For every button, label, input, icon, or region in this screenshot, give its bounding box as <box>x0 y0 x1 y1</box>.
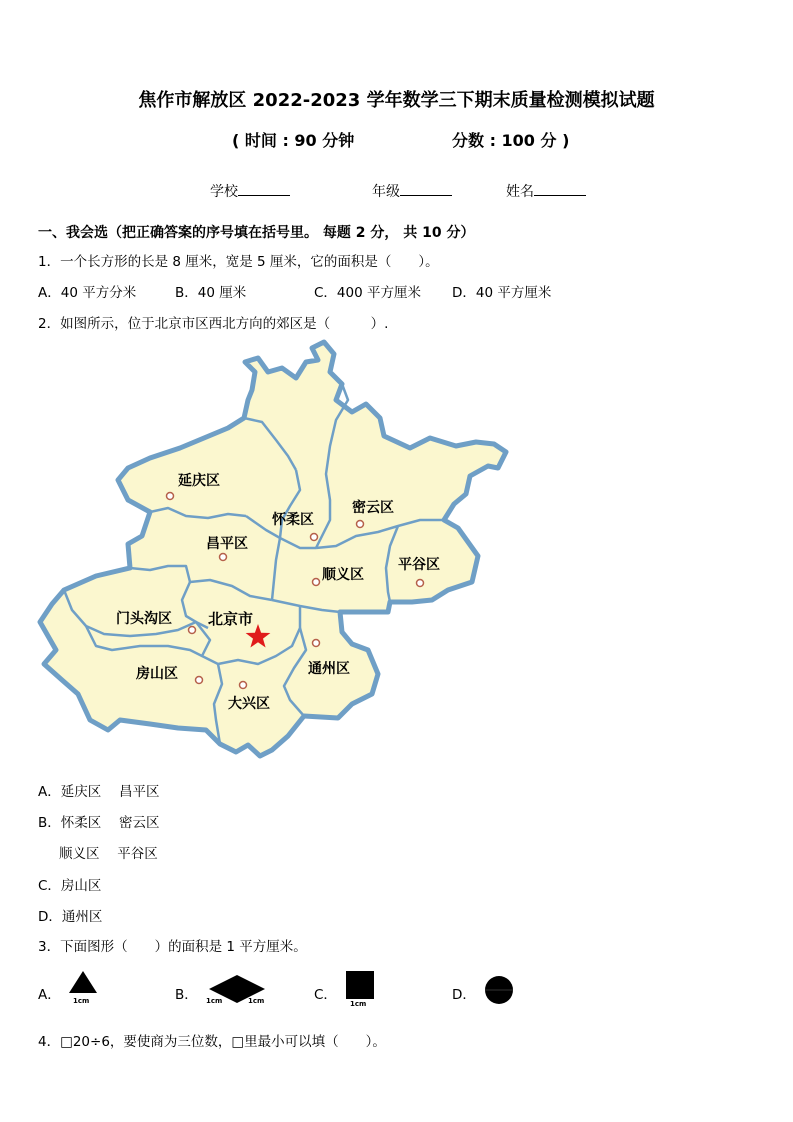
question-3-stem: 3．下面图形（ ）的面积是 1 平方厘米。 <box>38 939 307 955</box>
pin-huairou <box>311 534 318 541</box>
q2-option-a: A．延庆区 昌平区 <box>38 784 160 800</box>
label-miyun: 密云区 <box>352 500 394 516</box>
pin-changping <box>220 554 227 561</box>
q2-option-b: B．怀柔区 密云区 <box>38 815 160 831</box>
label-mentougou: 门头沟区 <box>116 611 172 627</box>
school-label: 学校 <box>210 184 238 200</box>
q2-option-d: D．通州区 <box>38 909 103 925</box>
q1-option-a: A．40 平方分米 <box>38 285 137 301</box>
q1-option-b: B．40 厘米 <box>175 285 247 301</box>
label-yanqing: 延庆区 <box>178 473 220 489</box>
label-shunyi: 顺义区 <box>322 567 364 583</box>
grade-blank[interactable] <box>400 181 452 196</box>
pin-shunyi <box>313 579 320 586</box>
rhombus-unit-label-left: 1cm <box>206 997 223 1005</box>
rhombus-shape-icon <box>204 972 270 1008</box>
pin-fangshan <box>196 677 203 684</box>
pin-pinggu <box>417 580 424 587</box>
label-huairou: 怀柔区 <box>272 512 314 528</box>
pin-tongzhou <box>313 640 320 647</box>
beijing-map <box>0 335 793 765</box>
question-1-stem: 1．一个长方形的长是 8 厘米，宽是 5 厘米，它的面积是（ ）。 <box>38 254 439 270</box>
name-label: 姓名 <box>506 184 534 200</box>
question-4-stem: 4．□20÷6，要使商为三位数，□里最小可以填（ ）。 <box>38 1034 386 1050</box>
pin-yanqing <box>167 493 174 500</box>
square-unit-label: 1cm <box>350 1000 367 1008</box>
name-blank[interactable] <box>534 181 586 196</box>
label-fangshan: 房山区 <box>136 666 178 682</box>
label-daxing: 大兴区 <box>228 696 270 712</box>
exam-score: 分数 : 100 分 ) <box>452 131 570 150</box>
square-shape-icon <box>342 968 378 1010</box>
grade-field <box>372 181 452 201</box>
label-pinggu: 平谷区 <box>398 557 440 573</box>
school-field <box>210 181 290 201</box>
label-tongzhou: 通州区 <box>308 661 350 677</box>
name-field <box>506 181 586 201</box>
school-blank[interactable] <box>238 181 290 196</box>
map-outline <box>40 342 506 756</box>
pin-miyun <box>357 521 364 528</box>
q3-option-c: C． <box>314 987 337 1003</box>
q3-option-d: D． <box>452 987 476 1003</box>
grade-label: 年级 <box>372 184 400 200</box>
triangle-unit-label: 1cm <box>73 997 90 1005</box>
q3-option-b: B． <box>175 987 198 1003</box>
q3-option-a: A． <box>38 987 61 1003</box>
rhombus-unit-label-right: 1cm <box>248 997 265 1005</box>
q1-option-d: D．40 平方厘米 <box>452 285 552 301</box>
pin-daxing <box>240 682 247 689</box>
label-beijing: 北京市 <box>208 610 254 628</box>
section-title: 一、我会选（把正确答案的序号填在括号里。 每题 2 分， 共 10 分） <box>38 225 475 241</box>
exam-time: ( 时间 : 90 分钟 <box>232 131 355 150</box>
label-changping: 昌平区 <box>206 536 248 552</box>
q2-option-c: C．房山区 <box>38 878 102 894</box>
q1-option-c: C．400 平方厘米 <box>314 285 421 301</box>
pin-mentougou <box>189 627 196 634</box>
q2-option-b-continued: 顺义区 平谷区 <box>59 846 158 862</box>
triangle-shape-icon <box>66 968 102 1008</box>
page-title: 焦作市解放区 2022-2023 学年数学三下期末质量检测模拟试题 <box>138 90 655 111</box>
question-2-stem: 2．如图所示，位于北京市区西北方向的郊区是（ ）. <box>38 316 389 332</box>
circle-shape-icon <box>482 973 516 1007</box>
